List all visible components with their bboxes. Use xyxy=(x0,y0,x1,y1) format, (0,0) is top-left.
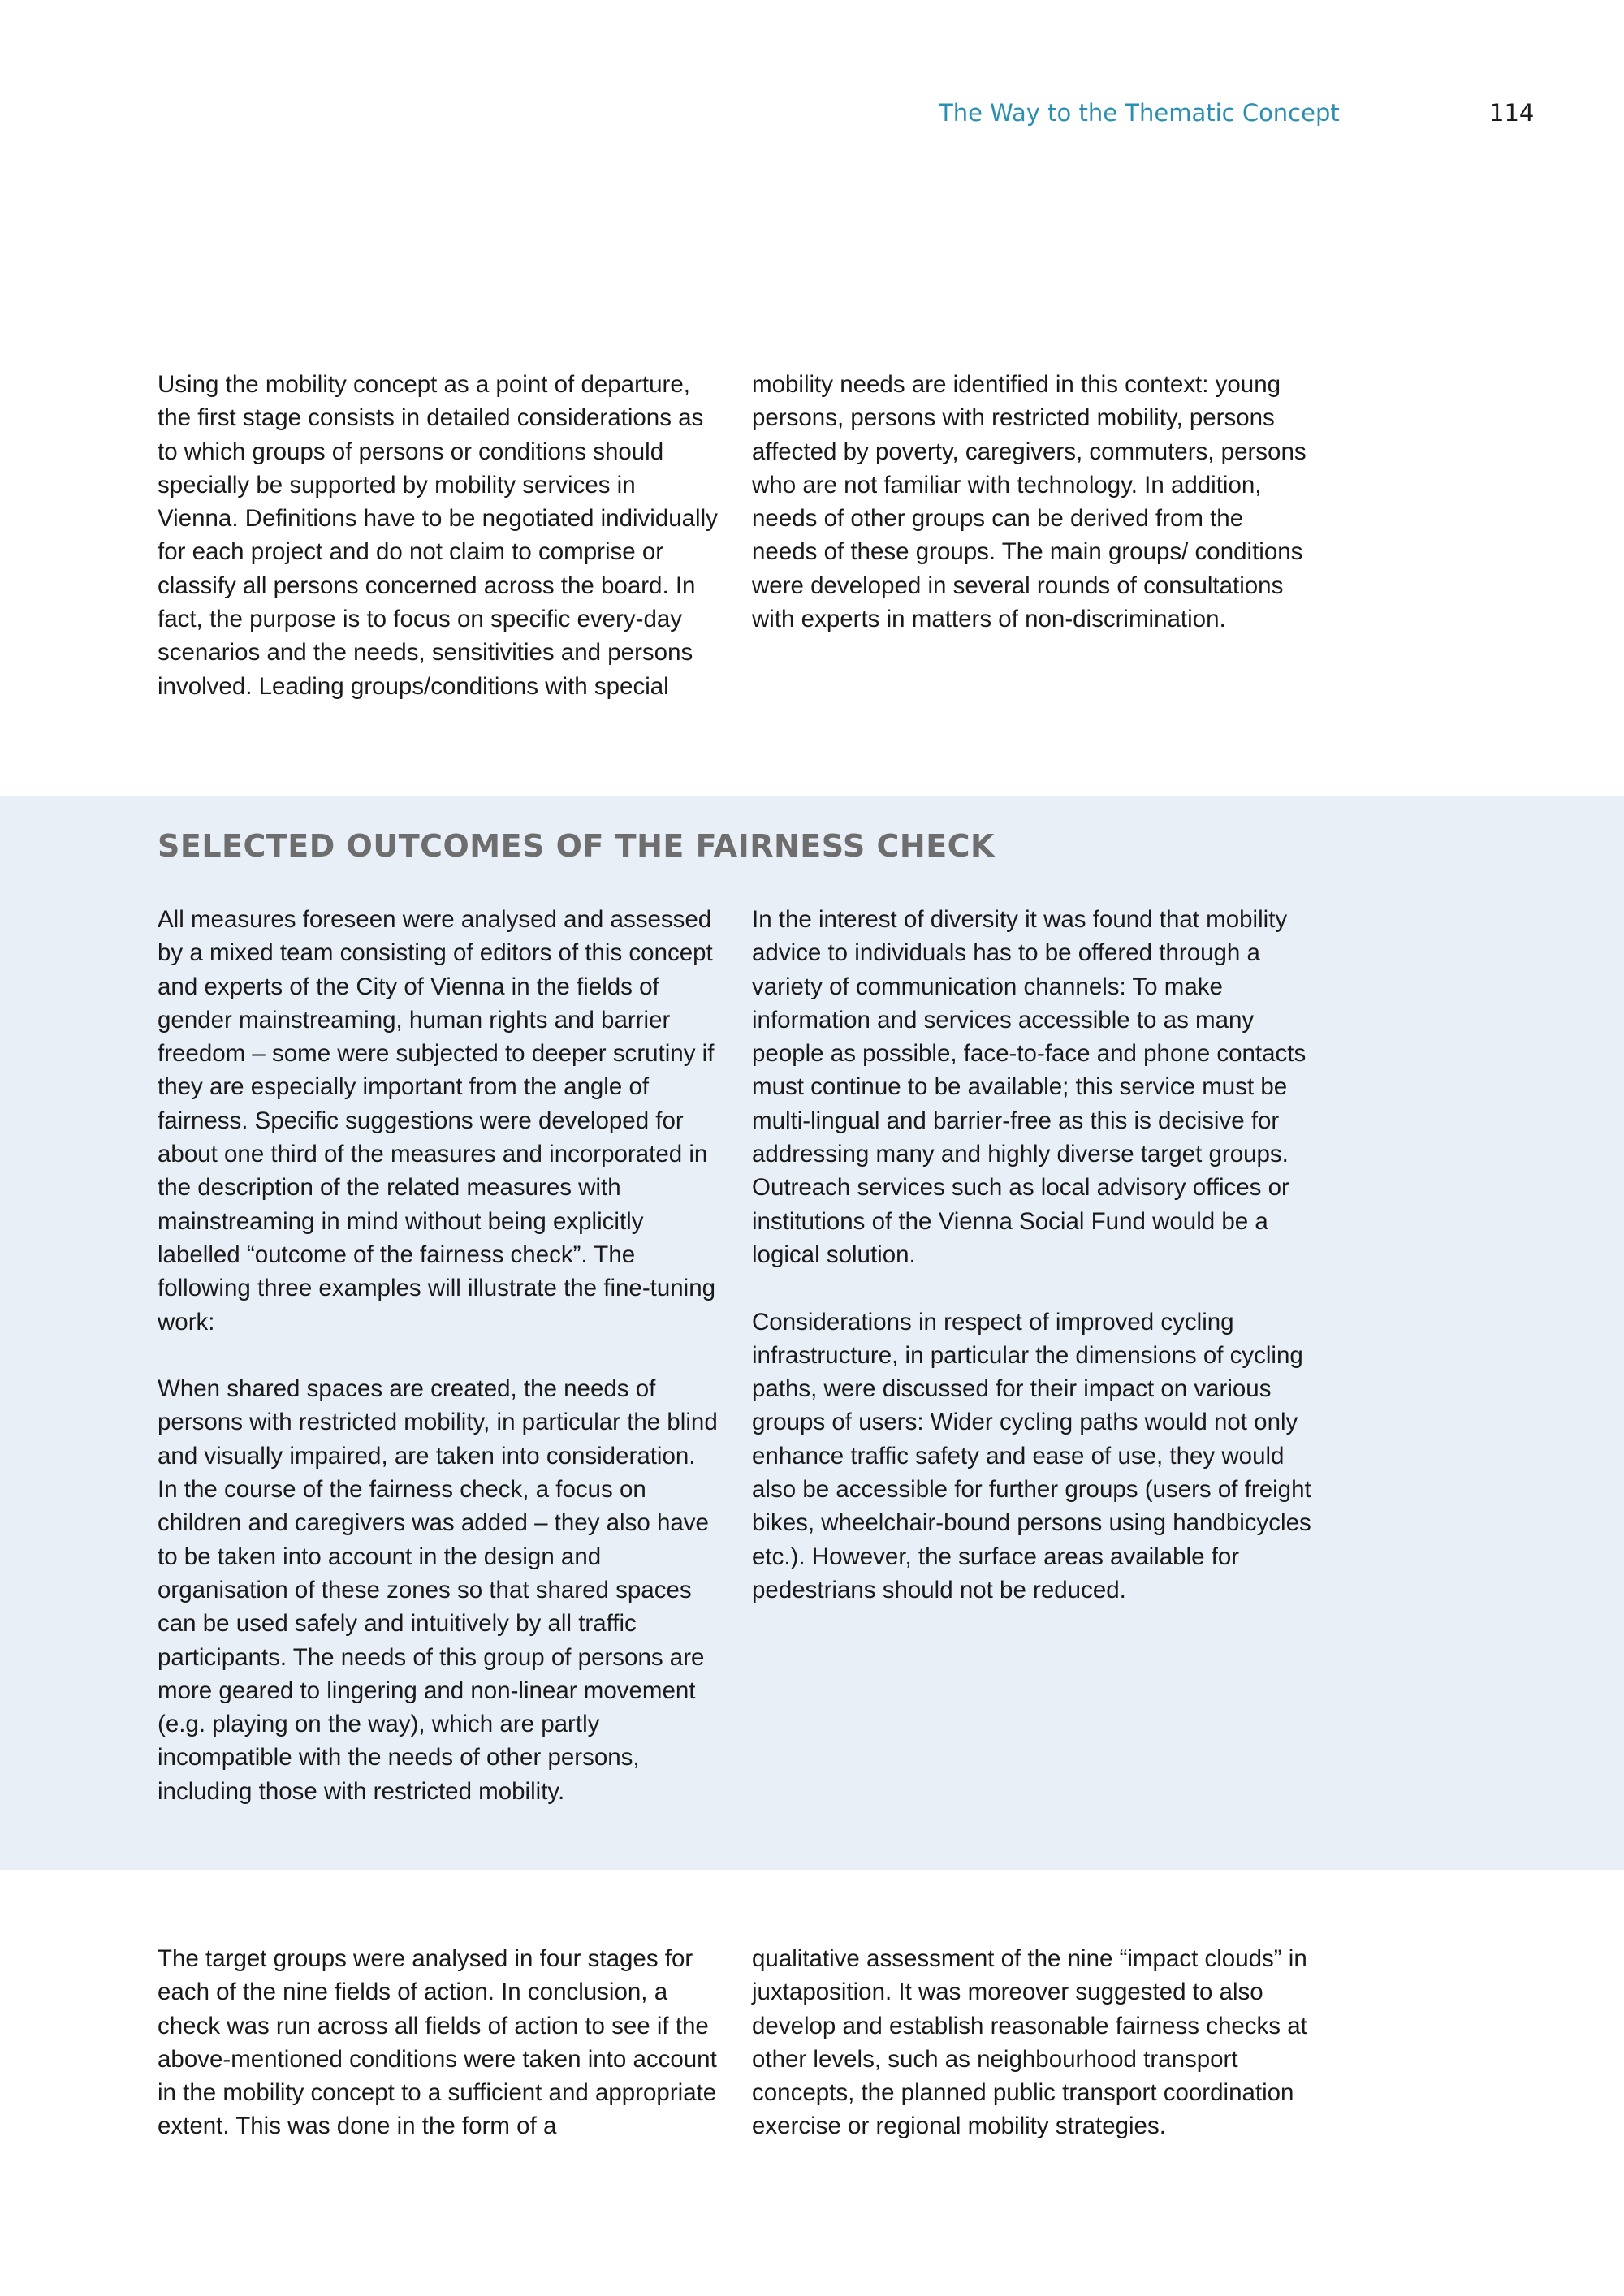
intro-right-column xyxy=(752,368,1312,636)
outcomes-paragraph: All measures foreseen were analysed and assessed by a mixed team consisting of editors of this concept and experts of the City of Vienna in the fields of gender mainstreaming, human rights and barrier freedom – some were subjected to deeper scrutiny if they are especially important from the angle of fairness. Specific suggestions were developed for about one third of the measures and incorporated in the description of the related measures with mainstreaming in mind without being explicitly labelled “outcome of the fairness check”. The following three examples will illustrate the fine-tuning work: xyxy=(158,906,716,1336)
closing-right-paragraph: qualitative assessment of the nine “impact clouds” in juxtaposition. It was moreover suggested to also develop and establish reasonable fairness checks at other levels, such as neighbourhood transport concepts, the planned public transport coordination exercise or regional mobility strategies. xyxy=(752,1945,1307,2140)
outcomes-right-column xyxy=(752,903,1312,1607)
closing-right-column xyxy=(752,1942,1312,2143)
closing-left-paragraph: The target groups were analysed in four stages for each of the nine fields of action. In conclusion, a check was run across all fields of action to see if the above-mentioned conditions were taken into account in the mobility concept to a sufficient and appropriate extent. This was done in the form of a xyxy=(158,1945,717,2140)
section-heading: SELECTED OUTCOMES OF THE FAIRNESS CHECK xyxy=(158,828,995,864)
intro-left-paragraph: Using the mobility concept as a point of departure, the first stage consists in detailed considerations as to which groups of persons or conditions should specially be supported by mobility services in Vienna. Definitions have to be negotiated individually for each project and do not claim to comprise or classify all persons concerned across the board. In fact, the purpose is to focus on specific every-day scenarios and the needs, sensitivities and persons involved. Leading groups/conditions with special xyxy=(158,371,718,700)
running-head-title: The Way to the Thematic Concept xyxy=(939,99,1340,127)
outcomes-left-column xyxy=(158,903,718,1808)
intro-left-column xyxy=(158,368,718,703)
outcomes-paragraph: Considerations in respect of improved cycling infrastructure, in particular the dimensions of cycling paths, were discussed for their impact on various groups of users: Wider cycling paths would not only enhance traffic safety and ease of use, they would also be accessible for further groups (users of freight bikes, wheelchair-bound persons using handbicycles etc.). However, the surface areas available for pedestrians should not be reduced. xyxy=(752,1308,1311,1603)
page-number: 114 xyxy=(1489,99,1535,127)
outcomes-paragraph: When shared spaces are created, the needs of persons with restricted mobility, in particular the blind and visually impaired, are taken into consideration. In the course of the fairness check, a focus on children and caregivers was added – they also have to be taken into account in the design and organisation of these zones so that shared spaces can be used safely and intuitively by all traffic participants. The needs of this group of persons are more geared to lingering and non-linear movement (e.g. playing on the way), which are partly incompatible with the needs of other persons, including those with restricted mobility. xyxy=(158,1375,718,1805)
closing-left-column xyxy=(158,1942,718,2143)
intro-right-paragraph: mobility needs are identified in this context: young persons, persons with restricted mobility, persons affected by poverty, caregivers, commuters, persons who are not familiar with technology. In addition, needs of other groups can be derived from the needs of these groups. The main groups/ conditions were developed in several rounds of consultations with experts in matters of non-discrimination. xyxy=(752,371,1307,633)
outcomes-paragraph: In the interest of diversity it was found that mobility advice to individuals has to be offered through a variety of communication channels: To make information and services accessible to as many people as possible, face-to-face and phone contacts must continue to be available; this service must be multi-lingual and barrier-free as this is decisive for addressing many and highly diverse target groups. Outreach services such as local advisory offices or institutions of the Vienna Social Fund would be a logical solution. xyxy=(752,906,1307,1268)
